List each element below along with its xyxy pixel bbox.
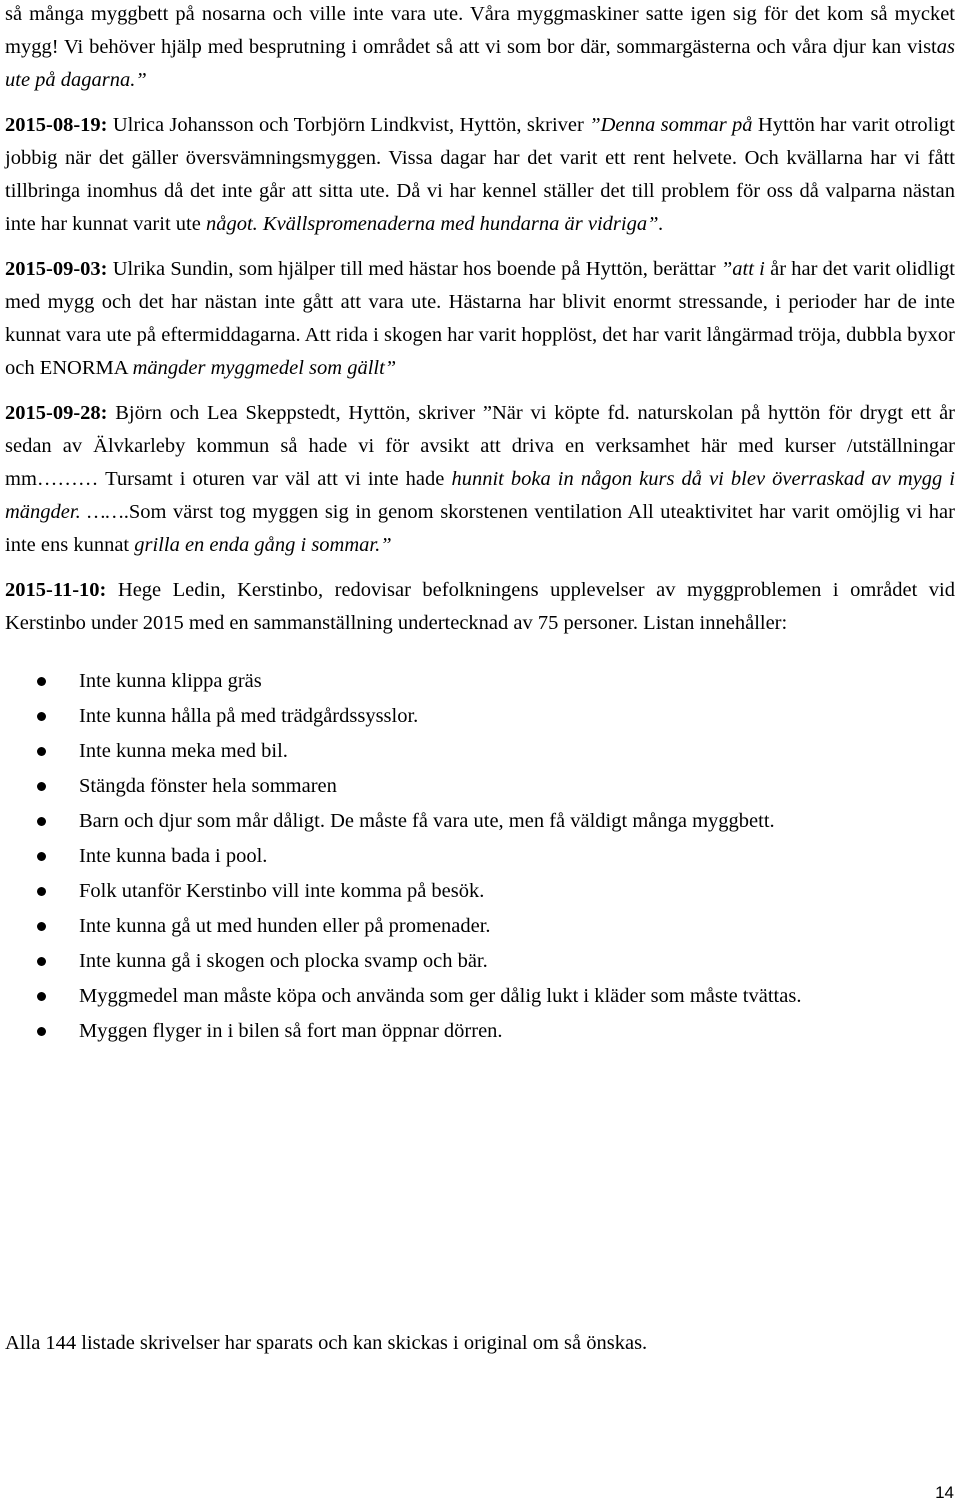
list-item-text: Folk utanför Kerstinbo vill inte komma på besök.: [79, 880, 485, 902]
list-item: [5, 734, 955, 769]
list-item-text: Inte kunna gå i skogen och plocka svamp och bär.: [79, 950, 488, 972]
bullet-icon: [37, 852, 46, 861]
entry-text-continued: år har det varit olidligt med mygg och det har nästan inte gått att vara ute. Hästarna har blivit enormt stressande, i perioder har de inte kunnat vara ute på eftermiddagarna. Att rida i skogen har varit hopplöst, det har varit långärmad tröja, dubbla byxor och ENORMA: [5, 258, 955, 379]
list-item-text: Stängda fönster hela sommaren: [79, 775, 337, 797]
list-item: [5, 874, 955, 909]
list-item-text: Myggen flyger in i bilen så fort man öppnar dörren.: [79, 1020, 503, 1042]
bullet-icon: [37, 817, 46, 826]
entry-text-continued: .Som värst tog myggen sig in genom skorstenen ventilation All uteaktivitet har varit omöjlig vi har inte ens kunnat: [5, 501, 955, 556]
entry-paragraph: [5, 574, 955, 640]
entry-date: 2015-09-28:: [5, 402, 108, 424]
list-item: [5, 699, 955, 734]
entry-date: 2015-11-10:: [5, 579, 107, 601]
list-item: [5, 944, 955, 979]
entry-italic: ”Denna sommar på: [589, 114, 753, 136]
intro-italic: as ute på dagarna.”: [5, 36, 955, 91]
entry-italic-end: grilla en enda gång i sommar.”: [134, 534, 392, 556]
bullet-icon: [37, 922, 46, 931]
list-item: [5, 839, 955, 874]
document-body: [5, 0, 955, 1049]
entry-text: Ulrika Sundin, som hjälper till med hästar hos boende på Hyttön, berättar: [107, 258, 721, 280]
list-item-text: Inte kunna klippa gräs: [79, 670, 262, 692]
list-item: [5, 979, 955, 1014]
list-item: [5, 804, 955, 839]
list-item: [5, 664, 955, 699]
list-item: [5, 769, 955, 804]
experience-list: [5, 664, 955, 1049]
bullet-icon: [37, 1027, 46, 1036]
entry-paragraph: [5, 253, 955, 385]
bullet-icon: [37, 712, 46, 721]
list-item-text: Inte kunna gå ut med hunden eller på promenader.: [79, 915, 491, 937]
list-item: [5, 1014, 955, 1049]
entry-italic: ”att i: [720, 258, 765, 280]
page-number: 14: [935, 1483, 954, 1502]
list-item-text: Inte kunna hålla på med trädgårdssysslor.: [79, 705, 419, 727]
bullet-icon: [37, 887, 46, 896]
bullet-icon: [37, 747, 46, 756]
entry-date: 2015-08-19:: [5, 114, 108, 136]
entry-italic-end: mängder myggmedel som gällt”: [132, 357, 397, 379]
entry-text: Björn och Lea Skeppstedt, Hyttön, skriver ”När vi köpte fd. naturskolan på hyttön för drygt ett år sedan av Älvkarleby kommun så hade vi för avsikt att driva en verksamhet här med kurser /utställningar mm……… Tursamt i oturen var väl att vi inte hade: [5, 402, 955, 490]
list-item: [5, 909, 955, 944]
entry-text: Ulrica Johansson och Torbjörn Lindkvist, Hyttön, skriver: [107, 114, 590, 136]
list-item-text: Myggmedel man måste köpa och använda som ger dålig lukt i kläder som måste tvättas.: [79, 985, 802, 1007]
entry-paragraph: [5, 109, 955, 241]
intro-text: så många myggbett på nosarna och ville inte vara ute. Våra myggmaskiner satte igen sig för det kom så mycket mygg! Vi behöver hjälp med besprutning i området så att vi som bor där, sommargästerna och våra djur kan vist: [5, 3, 955, 58]
entry-date: 2015-09-03:: [5, 258, 108, 280]
entry-paragraph: [5, 397, 955, 562]
bullet-icon: [37, 957, 46, 966]
bullet-icon: [37, 992, 46, 1001]
entry-text: Hege Ledin, Kerstinbo, redovisar befolkningens upplevelser av myggproblemen i området vid Kerstinbo under 2015 med en sammanställning undertecknad av 75 personer. Listan innehåller:: [5, 579, 955, 634]
bullet-icon: [37, 677, 46, 686]
list-item-text: Inte kunna bada i pool.: [79, 845, 268, 867]
list-item-text: Barn och djur som mår dåligt. De måste få vara ute, men få väldigt många myggbett.: [79, 810, 775, 832]
closing-paragraph: Alla 144 listade skrivelser har sparats och kan skickas i original om så önskas.: [5, 1332, 648, 1354]
entry-italic-end: något. Kvällspromenaderna med hundarna är vidriga”.: [205, 213, 664, 235]
list-item-text: Inte kunna meka med bil.: [79, 740, 288, 762]
bullet-icon: [37, 782, 46, 791]
intro-paragraph: [5, 0, 955, 97]
entry-text-continued: Hyttön har varit otroligt jobbig när det gäller översvämningsmyggen. Vissa dagar har det varit ett rent helvete. Och kvällarna har vi fått tillbringa inomhus då det inte går att sitta ute. Då vi har kennel ställer det till problem för oss då valparna nästan inte har kunnat varit ute: [5, 114, 955, 235]
entry-italic: hunnit boka in någon kurs då vi blev överraskad av mygg i mängder. ……: [5, 468, 956, 523]
